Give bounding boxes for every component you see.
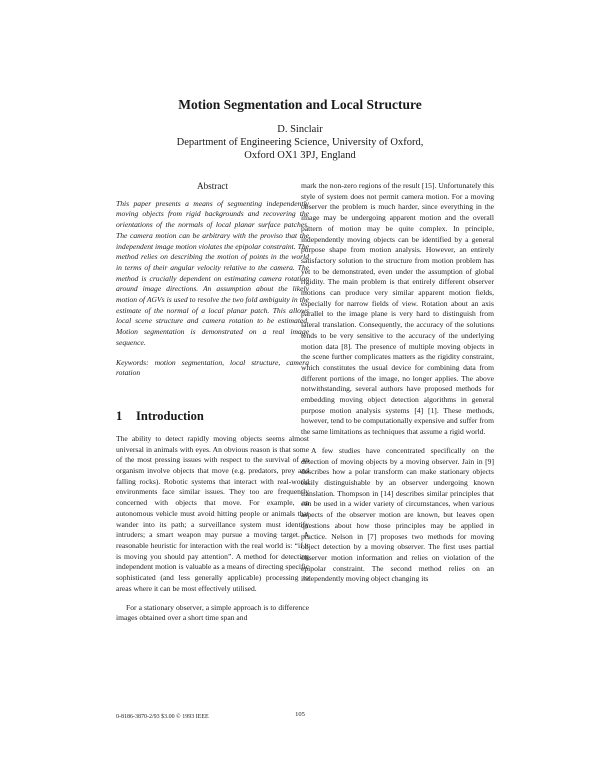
section-heading-introduction: [116, 409, 309, 423]
intro-paragraph-2: For a stationary observer, a simple approach is to difference images obtained over a short time span and: [116, 602, 309, 623]
affiliation-line-1: Department of Engineering Science, University of Oxford,: [176, 137, 424, 148]
section-title: Introduction: [136, 408, 204, 423]
left-column: [116, 181, 309, 624]
page-number: 105: [295, 711, 305, 718]
abstract-heading: Abstract: [196, 181, 229, 191]
intro-paragraph-2-continued: mark the non-zero regions of the result [15]. Unfortunately this style of system does not permit camera motion. For a moving observer the problem is much harder, since everything in the image may be undergoing apparent motion and the overall pattern of motion may be quite complex. In principle, independently moving objects can be identified by a general purpose shape from motion analysis. However, an entirely satisfactory solution to the structure from motion problem has yet to be demonstrated, even under the assumption of global rigidity. The main problem is that entirely different observer motions can produce very similar apparent motion fields, especially for narrow fields of view. Rotation about an axis parallel to the image plane is very hard to distinguish from lateral translation. Consequently, the accuracy of the solutions tends to be very sensitive to the accuracy of the underlying motion data [8]. The presence of multiple moving objects in the scene further complicates matters as the rigidity constraint, which constitutes the usual device for combining data from different portions of the image, no longer applies. The above notwithstanding, several authors have proposed methods for embedding moving object detection algorithms in general purpose motion analysis systems [4] [1]. These methods, however, tend to be computationally expensive and suffer from the same limitations as techniques that assume a rigid world.: [301, 181, 494, 437]
keywords-text: motion segmentation, local structure, camera rotation: [116, 357, 309, 378]
affiliation-line-2: Oxford OX1 3PJ, England: [244, 150, 356, 161]
footer-copyright: 0-8186-3870-2/93 $3.00 © 1993 IEEE: [116, 714, 209, 720]
abstract-body: This paper presents a means of segmenting independently moving objects from rigid backgrounds and recovering the orientations of the normals of local planar surface patches. The camera motion can be arbitrary with the proviso that the independent image motion violates the epipolar constraint. The method relies on describing the motion of points in the world in terms of their angular velocity relative to the camera. The method is crucially dependent on estimating camera rotation around image directions. An assumption about the likely motion of AGVs is used to resolve the two fold ambiguity in the estimate of the normal of a local planar patch. This allows local scene structure and camera rotation to be estimated. Motion segmentation is demonstrated on a real image sequence.: [116, 198, 309, 347]
author-name: D. Sinclair: [277, 124, 323, 135]
keywords: [116, 358, 309, 379]
intro-paragraph-3: A few studies have concentrated specifically on the detection of moving objects by a moving observer. Jain in [9] describes how a polar transform can make stationary objects easily distinguishable by an observer undergoing known translation. Thompson in [14] describes similar principles that can be used in a wider variety of circumstances, when various aspects of the observer motion are known, but leaves open questions about how those principles may be applied in practice. Nelson in [7] proposes two methods for moving object detection by a moving observer. The first uses partial observer motion information and relies on violation of the epipolar constraint. The second method relies on an independently moving object changing its: [301, 445, 494, 584]
keywords-label: Keywords:: [116, 357, 149, 367]
section-number: 1: [116, 408, 123, 423]
intro-paragraph-1: The ability to detect rapidly moving objects seems almost universal in animals with eyes. An obvious reason is that some of the most pressing issues with respect to the survival of an organism involve objects that move (e.g. predators, prey and falling rocks). Robotic systems that interact with real-world environments face similar issues. They too are frequently concerned with objects that move. For example, an autonomous vehicle must avoid hitting people or animals that wander into its path; a surveillance system must identify intruders; a smart weapon may pursue a moving target. A reasonable heuristic for interaction with the real world is: “if it is moving you should pay attention”. A method for detecting independent motion is valuable as a means of directing specific sophisticated (and less generally applicable) processing to areas where it can be most effectively utilised.: [116, 433, 309, 593]
right-column: [301, 181, 494, 585]
paper-title: Motion Segmentation and Local Structure: [178, 97, 422, 112]
